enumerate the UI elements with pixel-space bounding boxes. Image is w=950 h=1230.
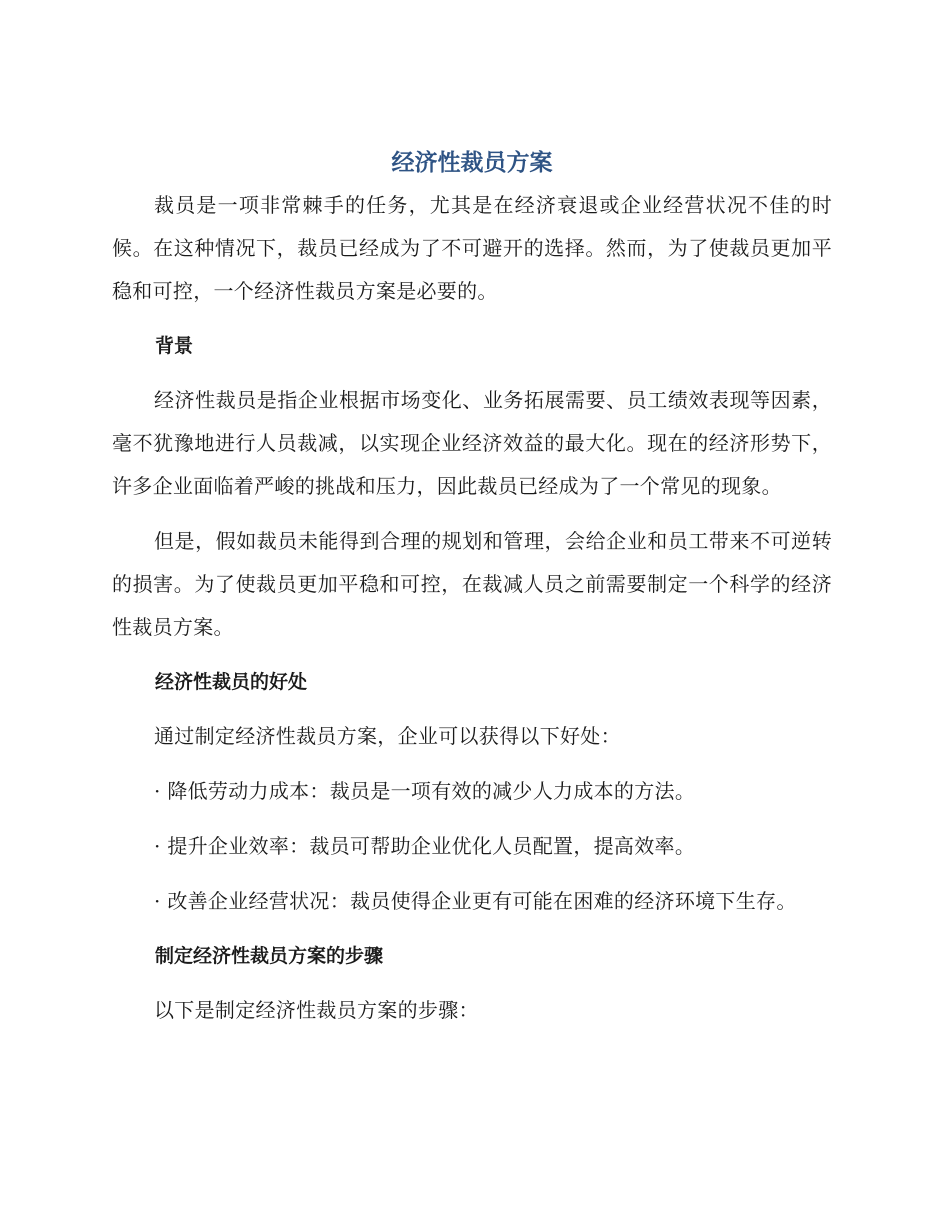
benefit-item: · 改善企业经营状况：裁员使得企业更有可能在困难的经济环境下生存。: [154, 889, 797, 913]
benefit-item-wrap: [112, 880, 802, 923]
section-heading-steps: 制定经济性裁员方案的步骤: [155, 945, 384, 967]
section-heading-background: 背景: [155, 335, 194, 357]
section-heading-benefits: 经济性裁员的好处: [155, 671, 308, 693]
document-page: [112, 142, 832, 1044]
document-title: 经济性裁员方案: [391, 150, 553, 176]
background-paragraph-2: 但是，假如裁员未能得到合理的规划和管理，会给企业和员工带来不可逆转的损害。为了使裁员更加平稳和可控，在裁减人员之前需要制定一个科学的经济性裁员方案。: [112, 529, 832, 639]
benefit-item: · 降低劳动力成本：裁员是一项有效的减少人力成本的方法。: [154, 779, 696, 803]
intro-paragraph: 裁员是一项非常棘手的任务，尤其是在经济衰退或企业经营状况不佳的时候。在这种情况下，裁员已经成为了不可避开的选择。然而，为了使裁员更加平稳和可控，一个经济性裁员方案是必要的。: [112, 193, 832, 303]
steps-intro: 以下是制定经济性裁员方案的步骤：: [154, 998, 479, 1022]
background-paragraph-1: 经济性裁员是指企业根据市场变化、业务拓展需要、员工绩效表现等因素，毫不犹豫地进行人员裁减，以实现企业经济效益的最大化。现在的经济形势下，许多企业面临着严峻的挑战和压力，因此裁员已经成为了一个常见的现象。: [112, 388, 832, 498]
benefit-item: · 提升企业效率：裁员可帮助企业优化人员配置，提高效率。: [154, 834, 696, 858]
benefits-intro: 通过制定经济性裁员方案，企业可以获得以下好处：: [154, 724, 621, 748]
